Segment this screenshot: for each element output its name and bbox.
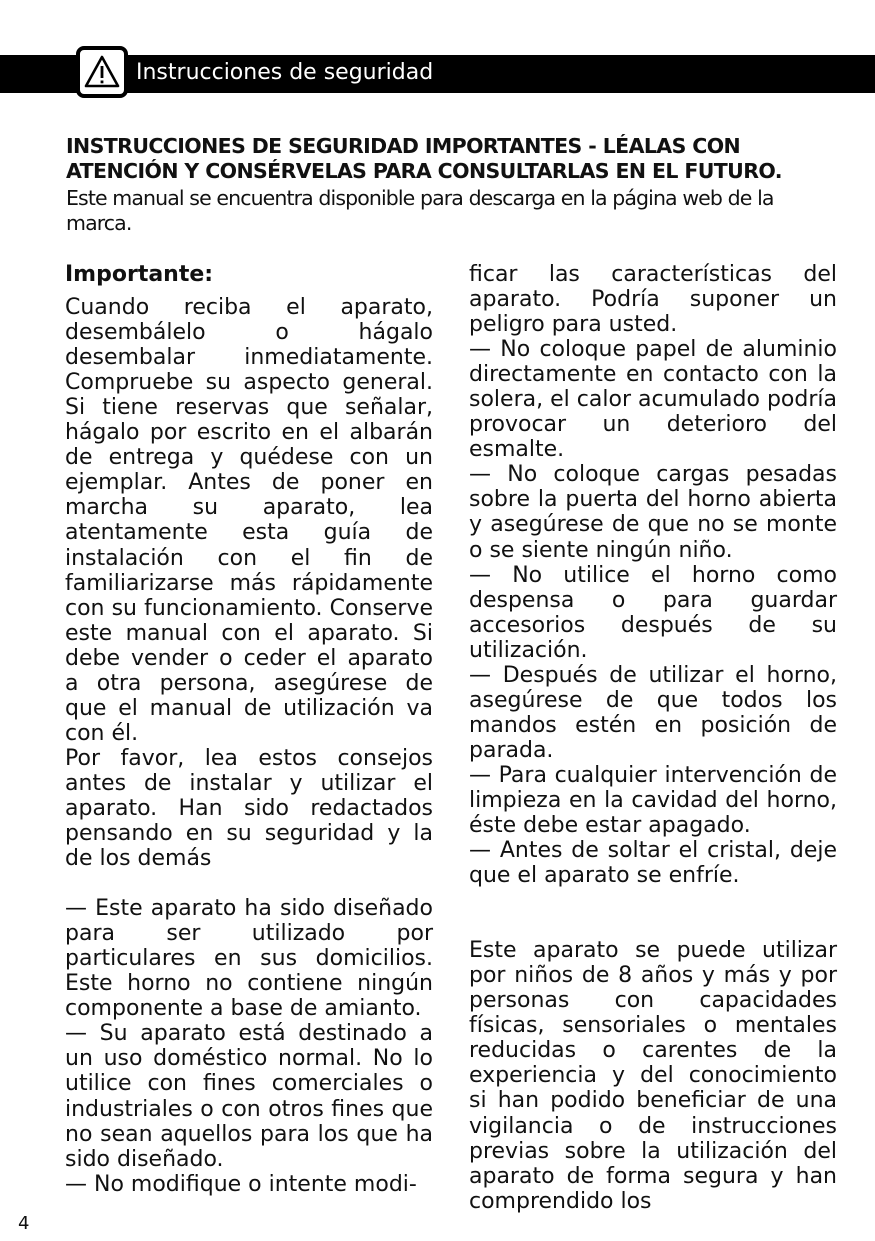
warning-badge <box>76 46 128 98</box>
paragraph: — No utilice el horno como despensa o para guardar accesorios después de su utilización. <box>469 562 837 663</box>
paragraph: — No modifique o intente modi- <box>65 1171 417 1197</box>
left-column <box>65 262 433 1197</box>
paragraph: Por favor, lea estos consejos antes de instalar y utilizar el aparato. Han sido redactados pensando en su seguridad y la de los demás <box>65 745 433 872</box>
subheading-importante: Importante: <box>65 262 214 287</box>
spacer <box>65 871 433 896</box>
spacer <box>469 888 837 938</box>
warning-triangle-icon <box>83 54 121 90</box>
paragraph: — Después de utilizar el horno, asegúrese de que todos los mandos estén en posición de parada. <box>469 662 837 763</box>
section-title: Instrucciones de seguridad <box>136 60 434 85</box>
paragraph: — Su aparato está destinado a un uso doméstico normal. No lo utilice con fines comerciales o industriales o con otros fines que no sean aquellos para los que ha sido diseñado. <box>65 1021 433 1172</box>
header-bar <box>0 55 875 93</box>
paragraph: Cuando reciba el aparato, desembálelo o hágalo desembalar inmediatamente. Compruebe su aspecto general. Si tiene reservas que señalar, hágalo por escrito en el albarán de entrega y quédese con un ejemplar. Antes de poner en marcha su aparato, lea atentamente esta guía de instalación con el fin de familiarizarse más rápidamente con su funcionamiento. Conserve este manual con el aparato. Si debe vender o ceder el aparato a otra persona, asegúrese de que el manual de utilización va con él. <box>65 295 433 746</box>
right-column <box>469 262 837 1214</box>
paragraph: — Para cualquier intervención de limpieza en la cavidad del horno, éste debe estar apagado. <box>469 762 837 839</box>
paragraph: Este aparato se puede utilizar por niños de 8 años y más y por personas con capacidades físicas, sensoriales o mentales reducidas o carentes de la experiencia y del conocimiento si han podido beneficiar de una vigilancia o de instrucciones previas sobre la utilización del aparato de forma segura y han comprendido los <box>469 938 837 1214</box>
intro-text: Este manual se encuentra disponible para descarga en la página web de la marca. <box>66 186 774 235</box>
paragraph: — No coloque cargas pesadas sobre la puerta del horno abierta y asegúrese de que no se monte o se siente ningún niño. <box>469 462 837 563</box>
paragraph: — Antes de soltar el cristal, deje que el aparato se enfríe. <box>469 838 837 889</box>
paragraph: — No coloque papel de aluminio directamente en contacto con la solera, el calor acumulado podría provocar un deterioro del esmalte. <box>469 337 837 463</box>
paragraph: — Este aparato ha sido diseñado para ser utilizado por particulares en sus domicilios. Este horno no contiene ningún componente a base de amianto. <box>65 896 433 1022</box>
page-heading: INSTRUCCIONES DE SEGURIDAD IMPORTANTES - LÉALAS CON ATENCIÓN Y CONSÉRVELAS PARA CONSULTARLAS EN EL FUTURO. <box>66 134 782 183</box>
paragraph: ficar las características del aparato. Podría suponer un peligro para usted. <box>469 262 837 338</box>
page-number: 4 <box>18 1213 30 1234</box>
